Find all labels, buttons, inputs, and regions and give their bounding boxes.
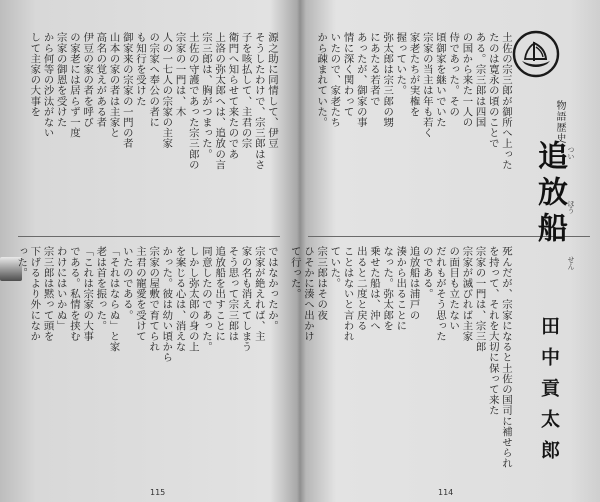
left-upper-line: 宗家の一門は、木 <box>173 32 186 117</box>
right-lower-line: だれもがそう思った <box>433 246 446 342</box>
right-upper-line: いたので、家老たち <box>328 32 341 128</box>
left-lower-line: 「それはならぬ」と家 <box>107 246 120 352</box>
right-upper-line: 情に深く関わって <box>341 32 354 117</box>
left-upper-line: 山本の家の者は主家と <box>107 32 120 138</box>
left-upper-line: 人の一七人の宗家の主家 <box>160 32 173 149</box>
right-lower-line: て行った。 <box>288 246 301 299</box>
right-upper-line: 家老たちが実権を <box>407 32 420 117</box>
left-lower-line: 老は首を振った。 <box>94 246 107 331</box>
right-upper-line: たのは寛永の頃のことで <box>486 32 499 149</box>
left-lower-line: かった。彼は幼い頃から <box>160 246 173 363</box>
right-lower-line: 宗家が滅びれば主家 <box>460 246 473 342</box>
left-upper-line: も知行を受けた <box>133 32 146 107</box>
ship-emblem-icon <box>512 30 560 78</box>
right-lower-line: 宗三郎はその夜 <box>315 246 328 321</box>
right-lower-line: 宗家の一門は、宗三郎 <box>473 246 486 352</box>
left-lower-line: った。 <box>15 246 28 278</box>
right-upper-line: の国から来た一人の <box>460 32 473 128</box>
right-lower-line: 追放船は浦戸の <box>407 246 420 321</box>
left-upper-line: から何等の沙汰がない <box>41 32 54 138</box>
left-lower-line: しかし弥太郎の身の上 <box>186 246 199 352</box>
right-lower-line: ことはないと言われ <box>341 246 354 342</box>
left-upper-text-block <box>20 32 278 226</box>
left-lower-line: 宗三郎は黙って頭を <box>41 246 54 342</box>
right-lower-line: ていた。 <box>328 246 341 289</box>
left-upper-line: 高名の覚えがある者 <box>94 32 107 128</box>
story-title: 追放船 <box>532 140 567 248</box>
right-upper-line: 弥太郎は宗三郎の甥 <box>381 32 394 128</box>
left-upper-line: 衛門へ知らせて来たのであ <box>226 32 239 160</box>
right-lower-line: 乗せた船は、沖へ <box>367 246 380 331</box>
right-upper-line: 土佐の宗三郎が御所へ上った <box>500 32 512 170</box>
right-upper-line: ある。宗三郎は四国 <box>473 32 486 128</box>
right-upper-line: 宗家の当主は年も若く <box>420 32 433 138</box>
right-upper-text-block <box>312 32 512 226</box>
page-number-right: 114 <box>438 488 454 497</box>
right-lower-line: 出ると二度と戻る <box>354 246 367 331</box>
left-upper-line: の家老には居らず一度 <box>67 32 80 138</box>
left-upper-line: 宗三郎は、胸がつまった。 <box>199 32 212 160</box>
title-ruby-1: つい <box>567 146 575 160</box>
right-lower-line: を持って、それを大切に保って来た <box>486 246 499 416</box>
left-lower-line: である。私情を挟む <box>67 246 80 342</box>
right-lower-line: 死んだが、宗家になると土佐の国司に補せられ <box>500 246 512 469</box>
left-lower-line: いたのである。 <box>120 246 133 321</box>
right-upper-line: から疎まれていた。 <box>315 32 328 128</box>
left-lower-line: 下げるより外になか <box>28 246 41 342</box>
left-lower-text-block <box>15 246 278 480</box>
right-upper-line: あったが、御家の事 <box>354 32 367 128</box>
left-upper-line: 伊豆の家の者を呼び <box>81 32 94 128</box>
page-115 <box>0 0 298 502</box>
left-lower-line: 同意したのであった。 <box>199 246 212 352</box>
page-number-left: 115 <box>150 488 166 497</box>
left-lower-line: そう思って宗三郎は <box>226 246 239 342</box>
left-upper-line: して主家の大事を <box>28 32 41 117</box>
left-lower-line: わけにはいかぬ」 <box>54 246 67 331</box>
left-lower-line: 家の名も消えてしまう <box>239 246 252 352</box>
right-lower-line: なった。弥太郎を <box>381 246 394 331</box>
right-lower-line: のである。 <box>420 246 433 299</box>
left-upper-line: の宗家へ奉公の者に <box>147 32 160 128</box>
right-lower-line: の面目も立たない <box>447 246 460 331</box>
right-upper-line: にあたる若者で <box>367 32 380 107</box>
right-upper-line: 握っていた。 <box>394 32 407 96</box>
left-upper-line: 御家来の宗家の一門の者 <box>120 32 133 149</box>
left-upper-line: 子を咳払して、主君の宗 <box>239 32 252 149</box>
left-upper-line: 上洛の弥太郎へは、追放の言 <box>213 32 226 170</box>
right-lower-text-block <box>288 246 512 480</box>
left-upper-line: 宗家の御恩を受けた <box>54 32 67 128</box>
left-upper-line: そうしたわけで、宗三郎はさ <box>252 32 265 170</box>
left-lower-line: ではなかったか。 <box>266 246 278 331</box>
right-lower-line: ひそかに湊へ出かけ <box>301 246 314 342</box>
series-label: 物語歴史 <box>554 100 565 144</box>
left-lower-line: 宗家が絶えれば、主 <box>252 246 265 342</box>
left-lower-line: 主君の寵愛を受けて <box>133 246 146 342</box>
left-lower-line: を案じる心は、消えな <box>173 246 186 352</box>
left-section-divider <box>18 236 280 237</box>
author-name: 田中貢太郎 <box>538 316 560 471</box>
title-ruby-3: せん <box>567 256 575 270</box>
left-lower-line: 「これは宗家の大事 <box>81 246 94 342</box>
left-upper-line: 土佐の守護であった宗三郎の <box>186 32 199 170</box>
right-upper-line: 侍であった。その <box>447 32 460 117</box>
right-upper-line: 頃御家を継いでいた <box>433 32 446 128</box>
title-ruby-2: ほう <box>567 200 575 214</box>
left-lower-line: 追放船を出すことに <box>213 246 226 342</box>
right-lower-line: 湊から出ることに <box>394 246 407 331</box>
left-lower-line: 宗家の屋敷で育てられ <box>147 246 160 352</box>
left-upper-line: 源之助に同情して、伊豆 <box>266 32 278 149</box>
